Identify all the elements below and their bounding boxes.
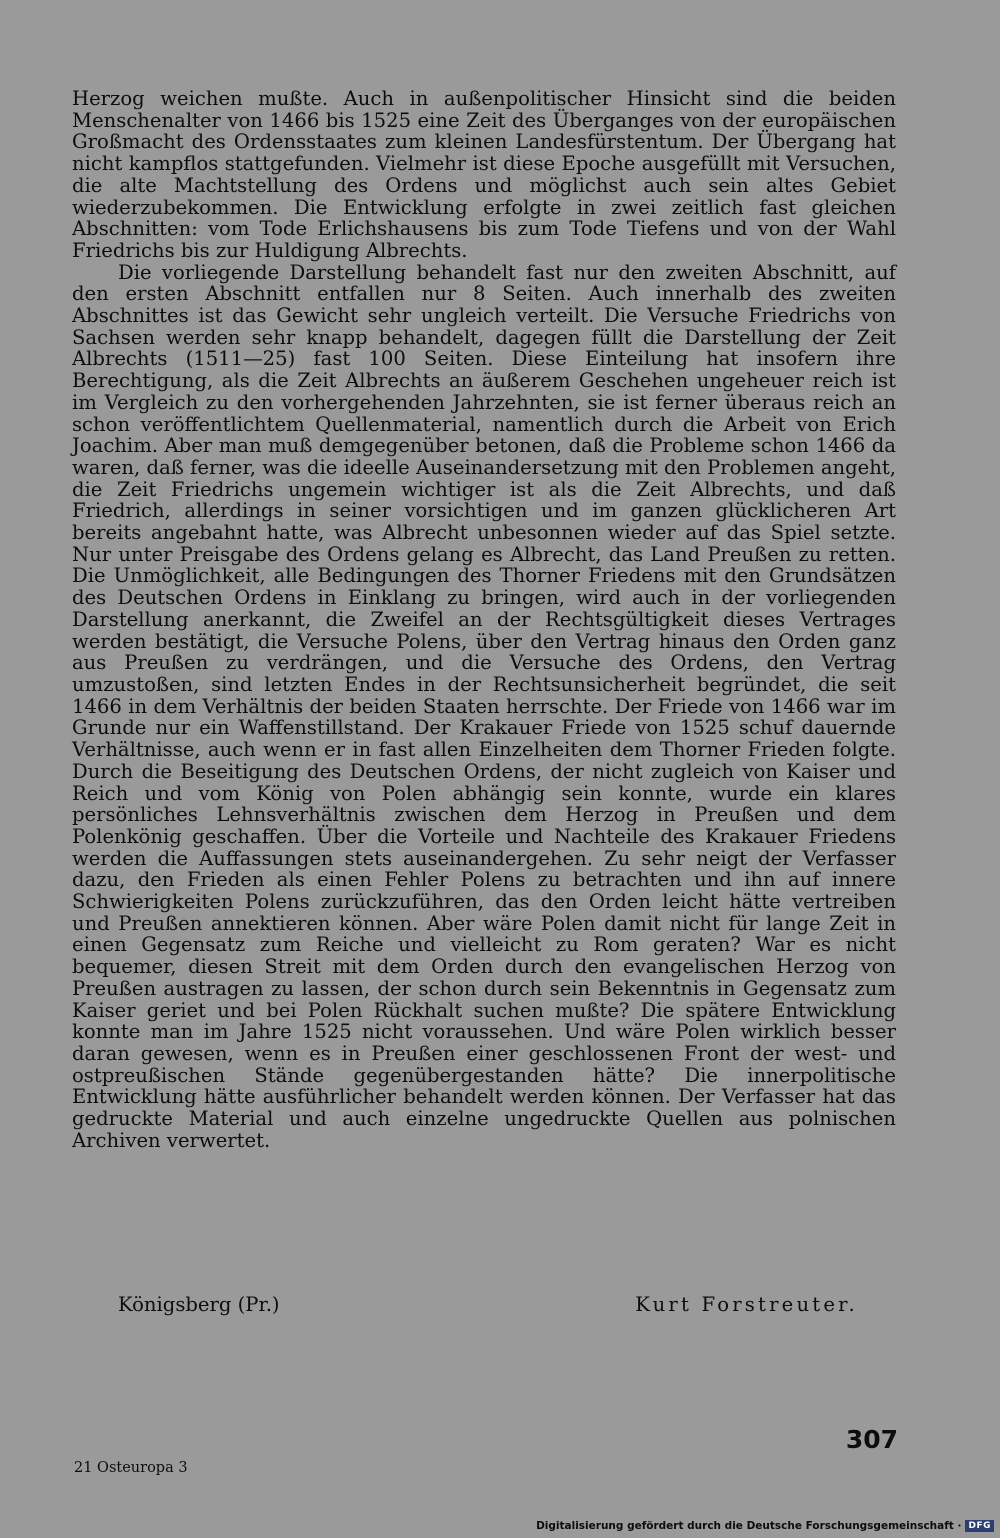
- signature-place: Königsberg (Pr.): [118, 1293, 280, 1316]
- signature-author: Kurt Forstreuter.: [635, 1293, 858, 1316]
- digitization-footer: [536, 1520, 994, 1532]
- footer-text: Digitalisierung gefördert durch die Deutsche Forschungsgemeinschaft ·: [536, 1520, 962, 1532]
- printer-signature-mark: 21 Osteuropa 3: [74, 1460, 188, 1476]
- review-body: [72, 88, 896, 1151]
- review-signature: [118, 1293, 858, 1317]
- dfg-logo-icon: DFG: [965, 1520, 994, 1532]
- paragraph-2: Die vorliegende Darstellung behandelt fast nur den zweiten Abschnitt, auf den ersten Abschnitt entfallen nur 8 Seiten. Auch innerhalb des zweiten Abschnittes ist das Gewicht sehr ungleich verteilt. Die Versuche Friedrichs von Sachsen werden sehr knapp behandelt, dagegen füllt die Darstellung der Zeit Albrechts (1511—25) fast 100 Seiten. Diese Einteilung hat insofern ihre Berechtigung, als die Zeit Albrechts an äußerem Geschehen ungeheuer reich ist im Vergleich zu den vorhergehenden Jahrzehnten, sie ist ferner überaus reich an schon veröffentlichtem Quellenmaterial, namentlich durch die Arbeit von Erich Joachim. Aber man muß demgegenüber betonen, daß die Probleme schon 1466 da waren, daß ferner, was die ideelle Auseinandersetzung mit den Problemen angeht, die Zeit Friedrichs ungemein wichtiger ist als die Zeit Albrechts, und daß Friedrich, allerdings in seiner vorsichtigen und im ganzen glücklicheren Art bereits angebahnt hatte, was Albrecht unbesonnen wieder auf das Spiel setzte. Nur unter Preisgabe des Ordens gelang es Albrecht, das Land Preußen zu retten. Die Unmöglichkeit, alle Bedingungen des Thorner Friedens mit den Grundsätzen des Deutschen Ordens in Einklang zu bringen, wird auch in der vorliegenden Darstellung anerkannt, die Zweifel an der Rechtsgültigkeit dieses Vertrages werden bestätigt, die Versuche Polens, über den Vertrag hinaus den Orden ganz aus Preußen zu verdrängen, und die Versuche des Ordens, den Vertrag umzustoßen, sind letzten Endes in der Rechtsunsicherheit begründet, die seit 1466 in dem Verhältnis der beiden Staaten herrschte. Der Friede von 1466 war im Grunde nur ein Waffenstillstand. Der Krakauer Friede von 1525 schuf dauernde Verhältnisse, auch wenn er in fast allen Einzelheiten dem Thorner Frieden folgte. Durch die Beseitigung des Deutschen Ordens, der nicht zugleich von Kaiser und Reich und vom König von Polen abhängig sein konnte, wurde ein klares persönliches Lehnsverhältnis zwischen dem Herzog in Preußen und dem Polenkönig geschaffen. Über die Vorteile und Nachteile des Krakauer Friedens werden die Auffassungen stets auseinandergehen. Zu sehr neigt der Verfasser dazu, den Frieden als einen Fehler Polens zu betrachten und ihn auf innere Schwierigkeiten Polens zurückzuführen, das den Orden leicht hätte vertreiben und Preußen annektieren können. Aber wäre Polen damit nicht für lange Zeit in einen Gegensatz zum Reiche und vielleicht zu Rom geraten? War es nicht bequemer, diesen Streit mit dem Orden durch den evangelischen Herzog von Preußen austragen zu lassen, der schon durch sein Bekenntnis in Gegensatz zum Kaiser geriet und bei Polen Rückhalt suchen mußte? Die spätere Entwicklung konnte man im Jahre 1525 nicht voraussehen. Und wäre Polen wirklich besser daran gewesen, wenn es in Preußen einer geschlossenen Front der west- und ostpreußischen Stände gegenübergestanden hätte? Die innerpolitische Entwicklung hätte ausführlicher behandelt werden können. Der Verfasser hat das gedruckte Material und auch einzelne ungedruckte Quellen aus polnischen Archiven verwertet.: [72, 260, 896, 1152]
- page-number: 307: [845, 1425, 898, 1454]
- paragraph-1: Herzog weichen mußte. Auch in außenpolitischer Hinsicht sind die beiden Menschenalter von 1466 bis 1525 eine Zeit des Überganges von der europäischen Großmacht des Ordensstaates zum kleinen Landesfürstentum. Der Übergang hat nicht kampflos stattgefunden. Vielmehr ist diese Epoche ausgefüllt mit Versuchen, die alte Machtstellung des Ordens und möglichst auch sein altes Gebiet wiederzubekommen. Die Entwicklung erfolgte in zwei zeitlich fast gleichen Abschnitten: vom Tode Erlichshausens bis zum Tode Tiefens und von der Wahl Friedrichs bis zur Huldigung Albrechts.: [72, 87, 896, 262]
